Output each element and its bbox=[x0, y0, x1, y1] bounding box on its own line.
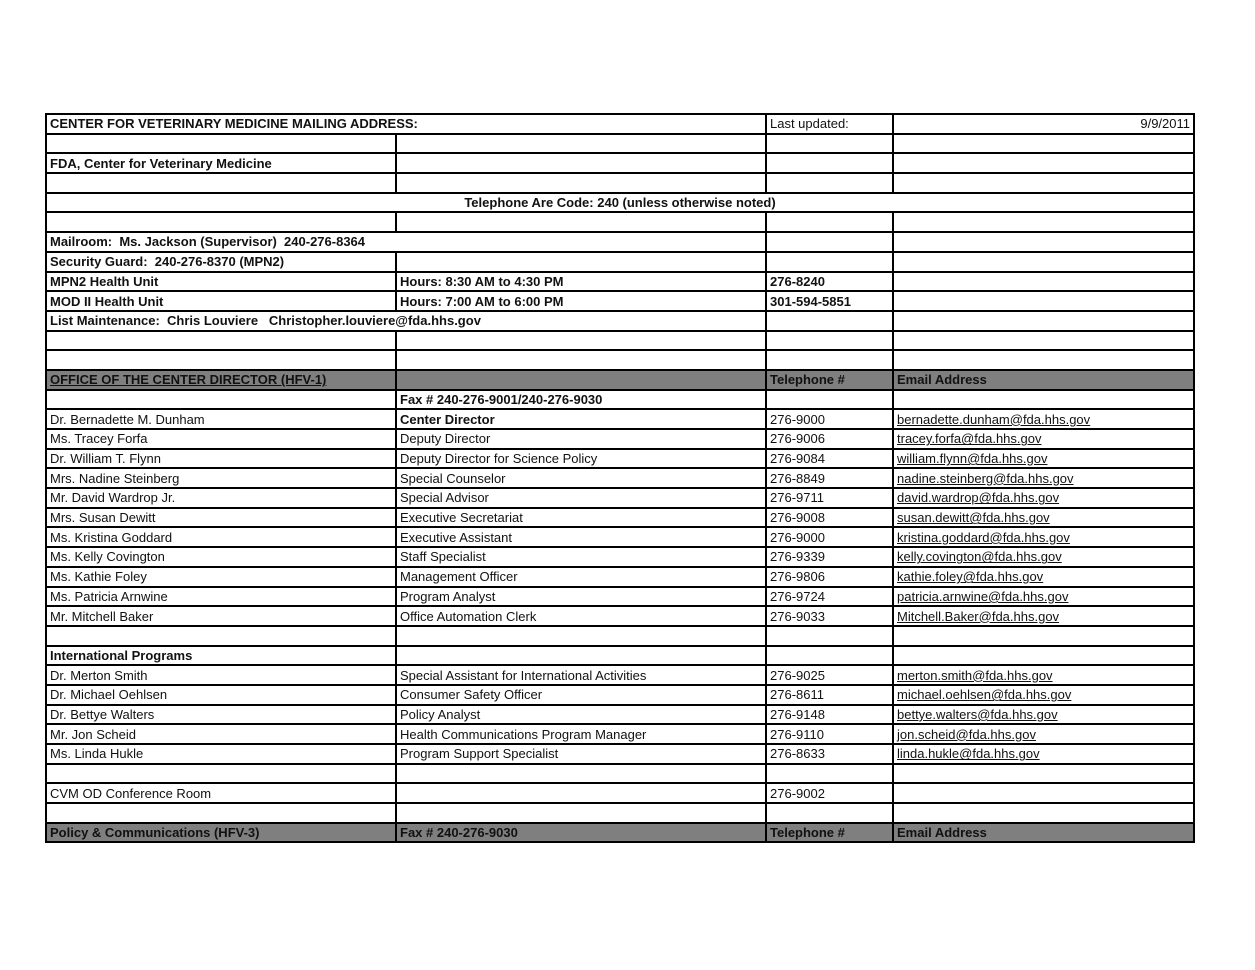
email-link[interactable]: bernadette.dunham@fda.hhs.gov bbox=[893, 409, 1194, 429]
person-name: Dr. Bettye Walters bbox=[46, 705, 396, 725]
table-row bbox=[46, 429, 1194, 449]
email-link[interactable]: nadine.steinberg@fda.hhs.gov bbox=[893, 468, 1194, 488]
person-title: Deputy Director for Science Policy bbox=[396, 449, 766, 469]
phone-number: 276-8849 bbox=[766, 468, 893, 488]
person-name: Ms. Kelly Covington bbox=[46, 547, 396, 567]
person-title: Staff Specialist bbox=[396, 547, 766, 567]
empty-cell bbox=[893, 173, 1194, 193]
empty-cell bbox=[766, 390, 893, 410]
email-link[interactable]: kathie.foley@fda.hhs.gov bbox=[893, 567, 1194, 587]
phone-number: 276-9006 bbox=[766, 429, 893, 449]
table-row bbox=[46, 153, 1194, 173]
empty-cell bbox=[893, 153, 1194, 173]
person-name: Mrs. Nadine Steinberg bbox=[46, 468, 396, 488]
table-row bbox=[46, 193, 1194, 213]
table-row bbox=[46, 803, 1194, 823]
phone-number: 276-9002 bbox=[766, 783, 893, 803]
empty-cell bbox=[46, 803, 396, 823]
health-unit-name: MPN2 Health Unit bbox=[46, 272, 396, 292]
phone-number: 276-9711 bbox=[766, 488, 893, 508]
empty-cell bbox=[396, 331, 766, 351]
person-name: Mr. Mitchell Baker bbox=[46, 606, 396, 626]
table-row bbox=[46, 350, 1194, 370]
person-title: Management Officer bbox=[396, 567, 766, 587]
empty-cell bbox=[893, 311, 1194, 331]
empty-cell bbox=[893, 252, 1194, 272]
table-row bbox=[46, 724, 1194, 744]
email-link[interactable]: jon.scheid@fda.hhs.gov bbox=[893, 724, 1194, 744]
security-guard-info: Security Guard: 240-276-8370 (MPN2) bbox=[46, 252, 396, 272]
section-band-spacer bbox=[396, 370, 766, 390]
table-row bbox=[46, 468, 1194, 488]
empty-cell bbox=[766, 173, 893, 193]
empty-cell bbox=[893, 134, 1194, 154]
empty-cell bbox=[893, 626, 1194, 646]
empty-cell bbox=[46, 134, 396, 154]
table-row bbox=[46, 311, 1194, 331]
empty-cell bbox=[46, 764, 396, 784]
doc-title: CENTER FOR VETERINARY MEDICINE MAILING ADDRESS: bbox=[46, 114, 766, 134]
empty-cell bbox=[893, 764, 1194, 784]
person-name: Mr. David Wardrop Jr. bbox=[46, 488, 396, 508]
empty-cell bbox=[766, 331, 893, 351]
email-link[interactable]: tracey.forfa@fda.hhs.gov bbox=[893, 429, 1194, 449]
empty-cell bbox=[396, 783, 766, 803]
person-name: Dr. Merton Smith bbox=[46, 665, 396, 685]
phone-number: 276-8611 bbox=[766, 685, 893, 705]
section-header-hfv1: OFFICE OF THE CENTER DIRECTOR (HFV-1) bbox=[46, 370, 396, 390]
email-link[interactable]: kristina.goddard@fda.hhs.gov bbox=[893, 527, 1194, 547]
empty-cell bbox=[766, 803, 893, 823]
person-title: Program Analyst bbox=[396, 587, 766, 607]
person-title: Consumer Safety Officer bbox=[396, 685, 766, 705]
empty-cell bbox=[396, 153, 766, 173]
person-name: Ms. Linda Hukle bbox=[46, 744, 396, 764]
person-name: Dr. Michael Oehlsen bbox=[46, 685, 396, 705]
fax-number: Fax # 240-276-9030 bbox=[396, 823, 766, 843]
email-column-header: Email Address bbox=[893, 823, 1194, 843]
phone-number: 276-9008 bbox=[766, 508, 893, 528]
last-updated-date: 9/9/2011 bbox=[893, 114, 1194, 134]
table-row bbox=[46, 508, 1194, 528]
last-updated-label: Last updated: bbox=[766, 114, 893, 134]
table-row bbox=[46, 626, 1194, 646]
empty-cell bbox=[893, 350, 1194, 370]
cvm-directory-table bbox=[45, 113, 1195, 843]
empty-cell bbox=[46, 390, 396, 410]
table-row bbox=[46, 547, 1194, 567]
person-title: Special Advisor bbox=[396, 488, 766, 508]
phone-number: 276-9724 bbox=[766, 587, 893, 607]
empty-cell bbox=[893, 331, 1194, 351]
email-link[interactable]: merton.smith@fda.hhs.gov bbox=[893, 665, 1194, 685]
person-title: Special Assistant for International Activities bbox=[396, 665, 766, 685]
person-title: Program Support Specialist bbox=[396, 744, 766, 764]
person-name: Dr. William T. Flynn bbox=[46, 449, 396, 469]
phone-number: 276-9148 bbox=[766, 705, 893, 725]
table-row bbox=[46, 232, 1194, 252]
table-row bbox=[46, 252, 1194, 272]
telephone-column-header: Telephone # bbox=[766, 823, 893, 843]
empty-cell bbox=[396, 212, 766, 232]
empty-cell bbox=[766, 232, 893, 252]
empty-cell bbox=[396, 134, 766, 154]
phone-number: 276-8633 bbox=[766, 744, 893, 764]
person-name: Mr. Jon Scheid bbox=[46, 724, 396, 744]
table-row bbox=[46, 173, 1194, 193]
empty-cell bbox=[396, 803, 766, 823]
phone-number: 276-9806 bbox=[766, 567, 893, 587]
table-row bbox=[46, 567, 1194, 587]
person-title: Office Automation Clerk bbox=[396, 606, 766, 626]
empty-cell bbox=[396, 764, 766, 784]
cvm-directory-sheet bbox=[45, 113, 1195, 843]
empty-cell bbox=[396, 646, 766, 666]
empty-cell bbox=[893, 390, 1194, 410]
table-row bbox=[46, 449, 1194, 469]
empty-cell bbox=[766, 252, 893, 272]
empty-cell bbox=[46, 173, 396, 193]
phone-number: 276-9033 bbox=[766, 606, 893, 626]
table-row bbox=[46, 783, 1194, 803]
person-title: Special Counselor bbox=[396, 468, 766, 488]
table-row bbox=[46, 114, 1194, 134]
person-name: Ms. Kathie Foley bbox=[46, 567, 396, 587]
empty-cell bbox=[766, 153, 893, 173]
list-maintenance-info: List Maintenance: Chris Louviere Christopher.louviere@fda.hhs.gov bbox=[46, 311, 766, 331]
empty-cell bbox=[766, 212, 893, 232]
table-row bbox=[46, 212, 1194, 232]
table-row bbox=[46, 409, 1194, 429]
table-row bbox=[46, 665, 1194, 685]
person-title: Executive Assistant bbox=[396, 527, 766, 547]
area-code-note: Telephone Are Code: 240 (unless otherwise noted) bbox=[46, 193, 1194, 213]
subsection-header: International Programs bbox=[46, 646, 396, 666]
table-row bbox=[46, 606, 1194, 626]
person-title: Health Communications Program Manager bbox=[396, 724, 766, 744]
empty-cell bbox=[46, 350, 396, 370]
phone-number: 276-9110 bbox=[766, 724, 893, 744]
phone-number: 276-9000 bbox=[766, 409, 893, 429]
mailroom-info: Mailroom: Ms. Jackson (Supervisor) 240-276-8364 bbox=[46, 232, 766, 252]
person-title: Deputy Director bbox=[396, 429, 766, 449]
empty-cell bbox=[396, 173, 766, 193]
empty-cell bbox=[396, 626, 766, 646]
empty-cell bbox=[893, 232, 1194, 252]
org-name: FDA, Center for Veterinary Medicine bbox=[46, 153, 396, 173]
empty-cell bbox=[766, 311, 893, 331]
empty-cell bbox=[893, 783, 1194, 803]
person-name: Mrs. Susan Dewitt bbox=[46, 508, 396, 528]
table-row bbox=[46, 331, 1194, 351]
email-link[interactable]: william.flynn@fda.hhs.gov bbox=[893, 449, 1194, 469]
table-row bbox=[46, 390, 1194, 410]
email-link[interactable]: patricia.arnwine@fda.hhs.gov bbox=[893, 587, 1194, 607]
person-title: Policy Analyst bbox=[396, 705, 766, 725]
email-link[interactable]: kelly.covington@fda.hhs.gov bbox=[893, 547, 1194, 567]
table-row bbox=[46, 685, 1194, 705]
empty-cell bbox=[766, 646, 893, 666]
phone-number: 276-8240 bbox=[766, 272, 893, 292]
table-row bbox=[46, 646, 1194, 666]
health-unit-hours: Hours: 8:30 AM to 4:30 PM bbox=[396, 272, 766, 292]
phone-number: 276-9084 bbox=[766, 449, 893, 469]
empty-cell bbox=[893, 272, 1194, 292]
email-link[interactable]: david.wardrop@fda.hhs.gov bbox=[893, 488, 1194, 508]
person-name: Dr. Bernadette M. Dunham bbox=[46, 409, 396, 429]
person-name: Ms. Patricia Arnwine bbox=[46, 587, 396, 607]
phone-number: 276-9339 bbox=[766, 547, 893, 567]
email-link[interactable]: michael.oehlsen@fda.hhs.gov bbox=[893, 685, 1194, 705]
table-row bbox=[46, 744, 1194, 764]
empty-cell bbox=[46, 212, 396, 232]
table-row bbox=[46, 134, 1194, 154]
empty-cell bbox=[766, 764, 893, 784]
empty-cell bbox=[766, 134, 893, 154]
empty-cell bbox=[46, 331, 396, 351]
fax-number: Fax # 240-276-9001/240-276-9030 bbox=[396, 390, 766, 410]
table-row bbox=[46, 527, 1194, 547]
person-name: Ms. Kristina Goddard bbox=[46, 527, 396, 547]
email-link[interactable]: bettye.walters@fda.hhs.gov bbox=[893, 705, 1194, 725]
empty-cell bbox=[893, 291, 1194, 311]
empty-cell bbox=[893, 212, 1194, 232]
email-link[interactable]: susan.dewitt@fda.hhs.gov bbox=[893, 508, 1194, 528]
table-row bbox=[46, 272, 1194, 292]
empty-cell bbox=[396, 350, 766, 370]
table-row bbox=[46, 764, 1194, 784]
table-row bbox=[46, 587, 1194, 607]
empty-cell bbox=[766, 626, 893, 646]
phone-number: 276-9025 bbox=[766, 665, 893, 685]
email-link[interactable]: linda.hukle@fda.hhs.gov bbox=[893, 744, 1194, 764]
empty-cell bbox=[893, 803, 1194, 823]
table-row bbox=[46, 291, 1194, 311]
phone-number: 301-594-5851 bbox=[766, 291, 893, 311]
email-link[interactable]: Mitchell.Baker@fda.hhs.gov bbox=[893, 606, 1194, 626]
health-unit-name: MOD II Health Unit bbox=[46, 291, 396, 311]
person-name: Ms. Tracey Forfa bbox=[46, 429, 396, 449]
person-title: Center Director bbox=[396, 409, 766, 429]
table-row bbox=[46, 370, 1194, 390]
room-name: CVM OD Conference Room bbox=[46, 783, 396, 803]
table-row bbox=[46, 488, 1194, 508]
section-header-hfv3: Policy & Communications (HFV-3) bbox=[46, 823, 396, 843]
telephone-column-header: Telephone # bbox=[766, 370, 893, 390]
empty-cell bbox=[46, 626, 396, 646]
empty-cell bbox=[396, 252, 766, 272]
empty-cell bbox=[766, 350, 893, 370]
email-column-header: Email Address bbox=[893, 370, 1194, 390]
health-unit-hours: Hours: 7:00 AM to 6:00 PM bbox=[396, 291, 766, 311]
table-row bbox=[46, 823, 1194, 843]
person-title: Executive Secretariat bbox=[396, 508, 766, 528]
table-row bbox=[46, 705, 1194, 725]
phone-number: 276-9000 bbox=[766, 527, 893, 547]
empty-cell bbox=[893, 646, 1194, 666]
